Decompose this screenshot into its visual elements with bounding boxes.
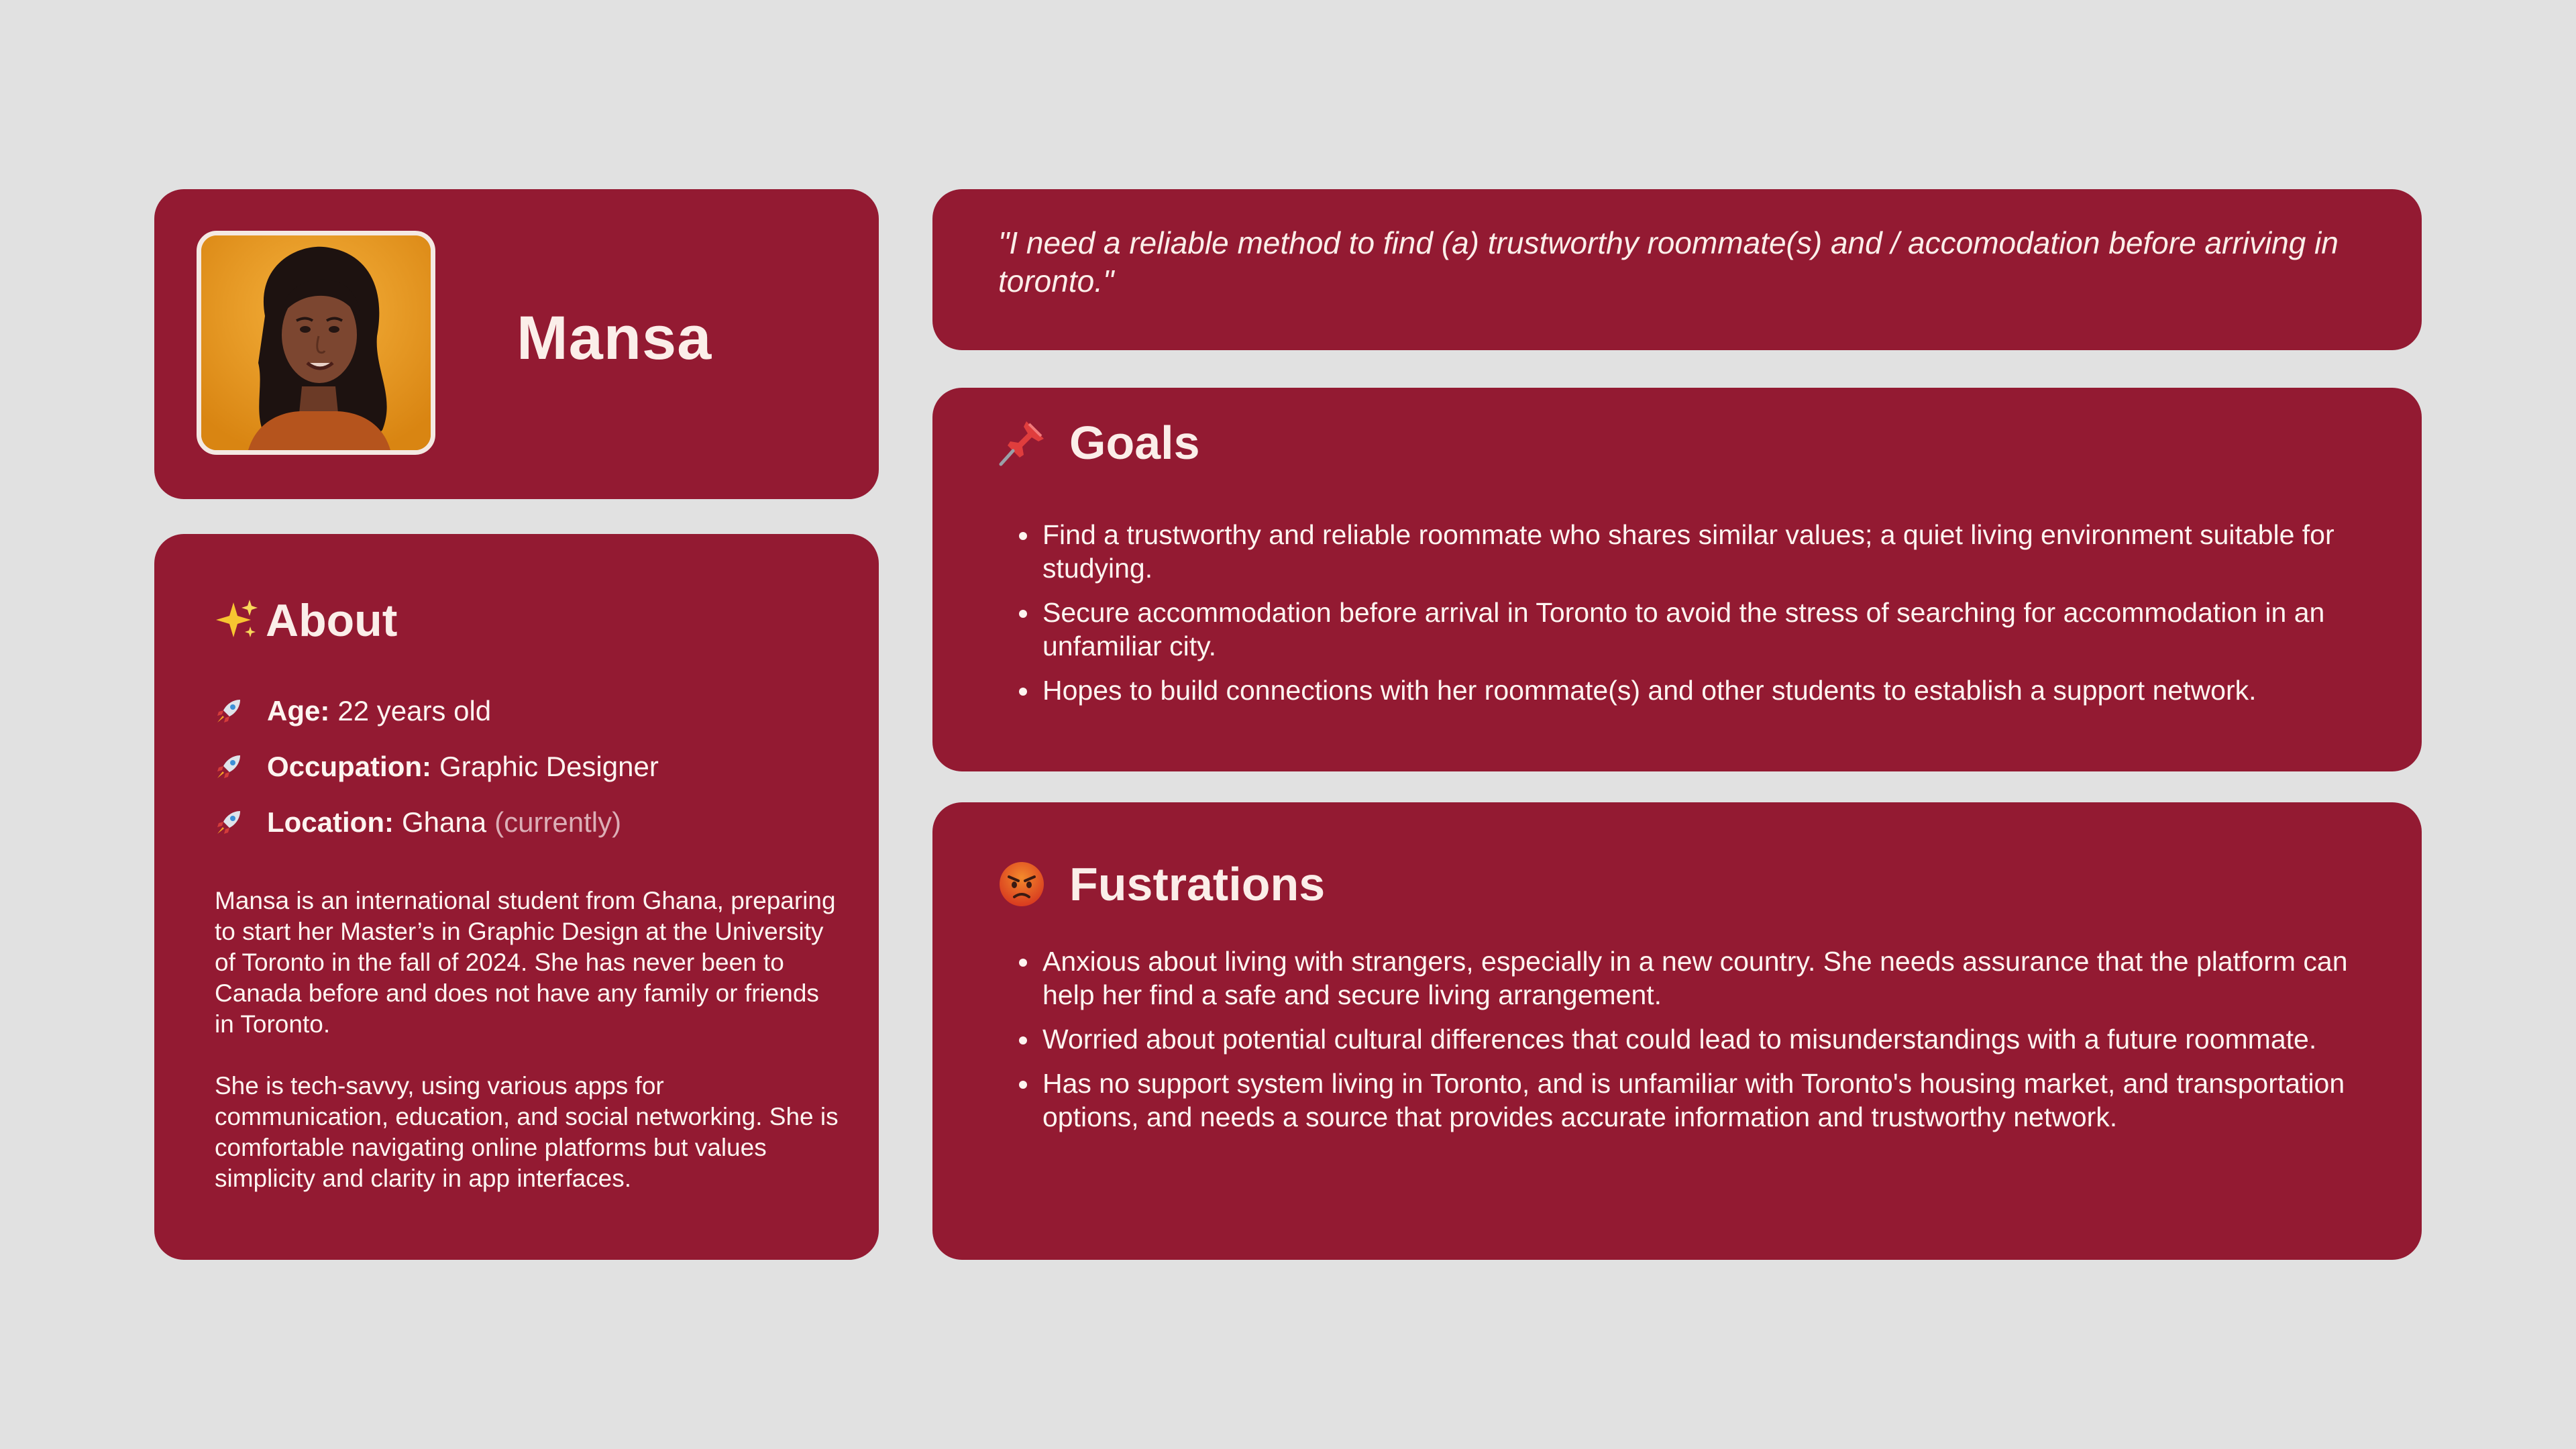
persona-quote: "I need a reliable method to find (a) trustworthy roommate(s) and / accomodation before arriving in toronto.": [998, 225, 2339, 299]
persona-name: Mansa: [517, 304, 712, 372]
bio-paragraph: Mansa is an international student from Ghana, preparing to start her Master’s in Graphic Design at the University of Toronto in the fall of 2024. She has never been to Canada before and does not have any family or friends in Toronto.: [215, 887, 836, 1038]
about-card: [154, 534, 879, 1260]
bio-paragraph: She is tech-savvy, using various apps for communication, education, and social networking. She is comfortable navigating online platforms but values simplicity and clarity in app interfaces.: [215, 1072, 839, 1192]
fact-note: (currently): [494, 806, 622, 838]
list-item: • Find a trustworthy and reliable roommate who shares similar values; a quiet living environment suitable for studying.: [1040, 518, 2381, 585]
sparkles-icon: [213, 597, 260, 644]
goals-heading-label: Goals: [1069, 417, 1200, 469]
list-item: • Secure accommodation before arrival in Toronto to avoid the stress of searching for accommodation in an unfamiliar city.: [1040, 596, 2381, 663]
fact-age: [213, 683, 659, 739]
about-facts-list: [213, 683, 659, 850]
list-item: • Anxious about living with strangers, especially in a new country. She needs assurance that the platform can help her find a safe and secure living arrangement.: [1040, 945, 2355, 1012]
profile-card: [154, 189, 879, 499]
fact-value: Graphic Designer: [439, 750, 659, 782]
fact-label: Occupation:: [267, 750, 432, 782]
angry-face-icon: [997, 859, 1046, 909]
fact-value: Ghana: [401, 806, 487, 838]
fact-label: Location:: [267, 806, 394, 838]
frustrations-heading-label: Fustrations: [1069, 858, 1326, 910]
frustrations-list: [1040, 945, 2355, 1144]
pushpin-icon: [997, 417, 1048, 468]
list-item: • Has no support system living in Toronto, and is unfamiliar with Toronto's housing market, and transportation options, and needs a source that provides accurate information and trustworthy network.: [1040, 1067, 2355, 1134]
frustrations-heading: [997, 857, 1325, 911]
fact-label: Age:: [267, 694, 330, 727]
fact-location: [213, 794, 659, 850]
about-bio: [215, 885, 839, 1225]
goals-card: [932, 388, 2422, 771]
rocket-icon: [213, 751, 244, 782]
list-item: • Hopes to build connections with her roommate(s) and other students to establish a support network.: [1040, 674, 2381, 707]
goals-list: [1040, 518, 2381, 718]
avatar: [197, 231, 435, 455]
list-item: • Worried about potential cultural differences that could lead to misunderstandings with a future roommate.: [1040, 1022, 2355, 1056]
rocket-icon: [213, 696, 244, 727]
fact-occupation: [213, 739, 659, 794]
quote-card: [932, 189, 2422, 350]
rocket-icon: [213, 807, 244, 838]
about-heading-label: About: [266, 595, 398, 646]
frustrations-card: [932, 802, 2422, 1260]
goals-heading: [997, 416, 1200, 470]
fact-value: 22 years old: [337, 694, 492, 727]
avatar-portrait-image: [201, 235, 431, 450]
about-heading: [213, 594, 397, 647]
